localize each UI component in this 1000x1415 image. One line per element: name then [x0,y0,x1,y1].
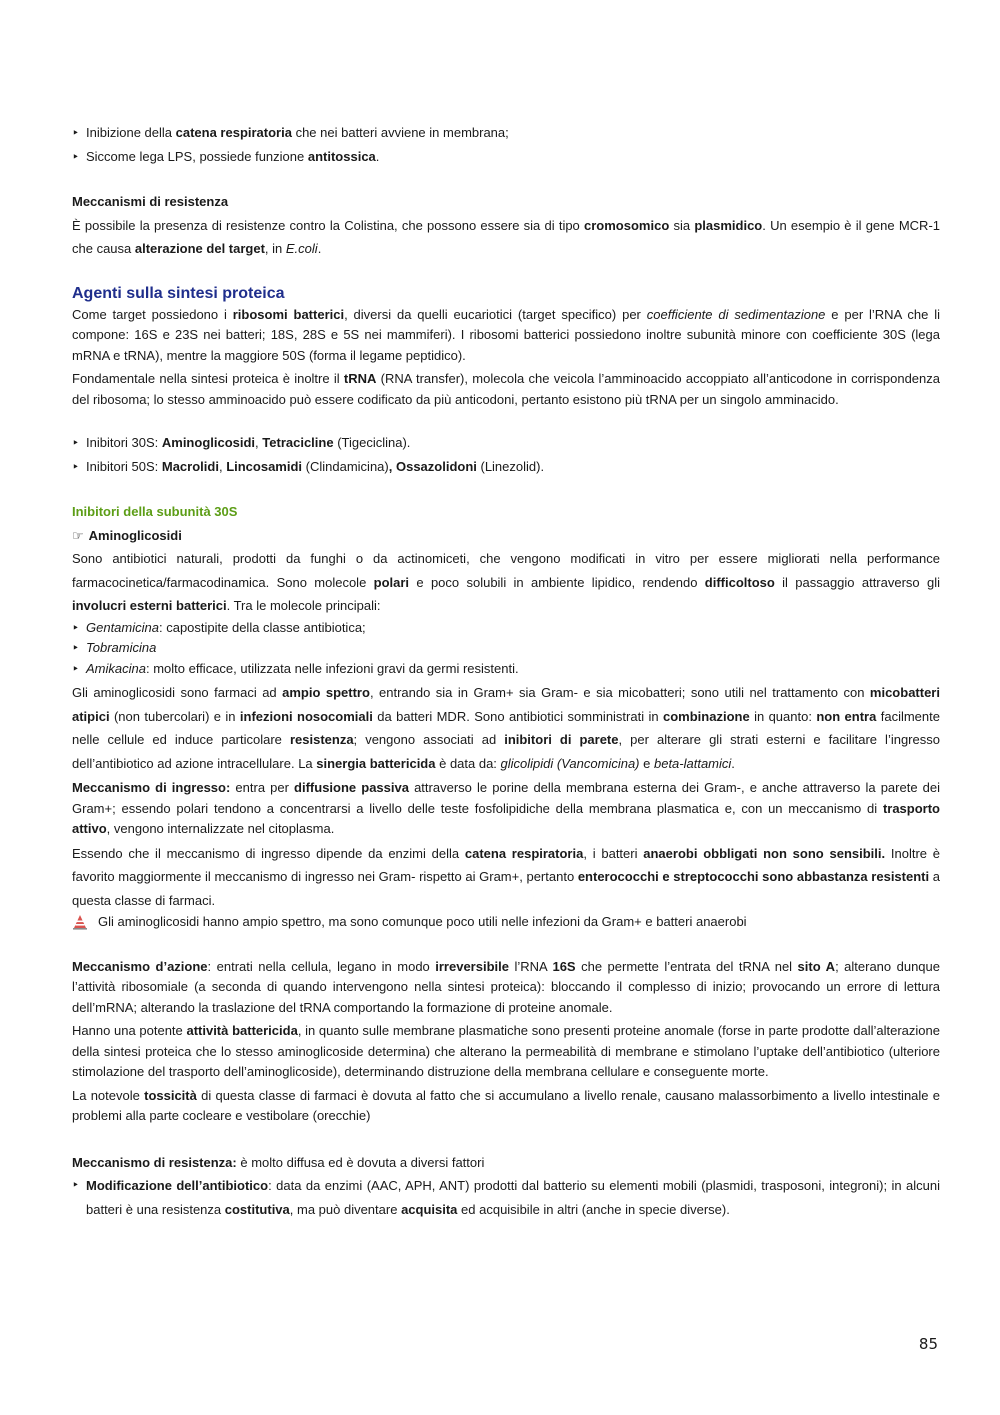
document-page [72,121,940,1221]
list-item: ‣ Modificazione dell’antibiotico: data da enzimi (AAC, APH, ANT) prodotti dal batterio su elementi mobili (plasmidi, trasposoni, integroni); in alcuni batteri è una resistenza costitutiva, ma può diventare acquisita ed acquisibile in altri (anche in specie diverse). [72,1174,940,1221]
subsection-title-30s: Inibitori della subunità 30S [72,504,238,519]
section-heading-resistenza: Meccanismi di resistenza [72,194,229,209]
list-item: ‣ Siccome lega LPS, possiede funzione antitossica. [72,145,940,169]
resistance-list [72,1174,940,1221]
paragraph-trna: Fondamentale nella sintesi proteica è inoltre il tRNA (RNA transfer), molecola che veicola l’amminoacido accoppiato all’anticodone in corrispondenza del ribosoma; lo stesso amminoacido può essere codificato da più anticodoni, pertanto esistono più tRNA per un singolo amminacido. [72,371,940,407]
pointing-hand-icon: ☞ [72,527,84,543]
paragraph-tossicita: La notevole tossicità di questa classe di farmaci è dovuta al fatto che si accumulano a livello renale, causano malassorbimento a livello intestinale e problemi alla parte cocleare e vestibolare (orecchie) [72,1087,940,1123]
intro-bullet-list [72,121,940,169]
subsection-title-aminoglicosidi: ☞ Aminoglicosidi [72,527,182,543]
list-item: ‣ Tobramicina [72,638,940,659]
warning-text: Gli aminoglicosidi hanno ampio spettro, ma sono comunque poco utili nelle infezioni da Gram+ e batteri anaerobi [98,914,747,929]
paragraph-meccanismo-azione: Meccanismo d’azione: entrati nella cellula, legano in modo irreversibile l’RNA 16S che permette l’entrata del tRNA nel sito A; alterano dunque l’attività ribosomiale (a seconda di quando intervengono nella sintesi proteica): bloccando il complesso di inizio; provocando un errore di lettura dell’mRNA; alterando la traslazione del tRNA comportando la formazione di proteine anomale. [72,958,940,1015]
section-title-sintesi-proteica: Agenti sulla sintesi proteica [72,284,285,302]
page-number: 85 [918,1335,938,1353]
list-item: ‣ Gentamicina: capostipite della classe antibiotica; [72,618,940,639]
paragraph-meccanismo-ingresso: Meccanismo di ingresso: entra per diffusione passiva attraverso le porine della membrana esterna dei Gram-, e anche attraverso la parete dei Gram+; essendo polari tendono a concentrarsi a livello delle teste fosfolipidiche della membrana plasmatica e, con un meccanismo di trasporto attivo, vengono internalizzate nel citoplasma. [72,780,941,836]
paragraph-meccanismo-resistenza: Meccanismo di resistenza: è molto diffusa ed è dovuta a diversi fattori [72,1154,485,1170]
paragraph-ribosomi: Come target possiedono i ribosomi batterici, diversi da quelli eucariotici (target specifico) per coefficiente di sedimentazione e per l’RNA che li compone: 16S e 23S nei batteri; 18S, 28S e 5S nei mammiferi). I ribosomi batterici possiedono inoltre subunità minore con coefficiente 30S (lega mRNA e tRNA), mentre la maggiore 50S (forma il legame peptidico). [72,306,940,363]
paragraph-ampio-spettro: Gli aminoglicosidi sono farmaci ad ampio spettro, entrando sia in Gram+ sia Gram- e sia micobatteri; sono utili nel trattamento con micobatteri atipici (non tubercolari) e in infezioni nosocomiali da batteri MDR. Sono antibiotici somministrati in combinazione in quanto: non entra facilmente nelle cellule ed induce particolare resistenza; vengono associati ad inibitori di parete, per alterare gli strati esterni e facilitare l’ingresso dell’antibiotico ad azione intracellulare. La sinergia battericida è data da: glicolipidi (Vancomicina) e beta-lattamici. [72,685,940,771]
list-item: ‣ Amikacina: molto efficace, utilizzata nelle infezioni gravi da germi resistenti. [72,659,940,680]
paragraph-anaerobi: Essendo che il meccanismo di ingresso dipende da enzimi della catena respiratoria, i batteri anaerobi obbligati non sono sensibili. Inoltre è favorito maggiormente il meccanismo di ingresso nei Gram- rispetto ai Gram+, pertanto enterococchi e streptococchi sono abbastanza resistenti a questa classe di farmaci. [72,845,940,908]
inhibitors-list [72,431,940,479]
warning-cone-icon [72,914,88,930]
molecules-list [72,618,940,680]
list-item: ‣ Inibitori 30S: Aminoglicosidi, Tetracicline (Tigeciclina). [72,431,940,455]
paragraph-resistenza-colistina: È possibile la presenza di resistenze contro la Colistina, che possono essere sia di tipo cromosomico sia plasmidico. Un esempio è il gene MCR-1 che causa alterazione del target, in E.coli. [72,217,941,256]
paragraph-attivita-battericida: Hanno una potente attività battericida, in quanto sulle membrane plasmatiche sono presenti proteine anomale (forse in parte prodotte dall’alterazione della sintesi proteica che lo stesso aminoglicoside determina) che alterano la permeabilità di membrane e stimolano l’uptake dell’antibiotico (ulteriore stimolazione del trasporto dell’aminoglicoside), determinando distruzione della membrana cellulare e conseguente morte. [72,1023,940,1079]
list-item: ‣ Inibitori 50S: Macrolidi, Lincosamidi (Clindamicina), Ossazolidoni (Linezolid). [72,455,940,479]
paragraph-aminoglicosidi-intro: Sono antibiotici naturali, prodotti da funghi o da actinomiceti, che vengono modificati in vitro per essere migliorati nella performance farmacocinetica/farmacodinamica. Sono molecole polari e poco solubili in ambiente lipidico, rendendo difficoltoso il passaggio attraverso gli involucri esterni batterici. Tra le molecole principali: [72,551,940,613]
list-item: ‣ Inibizione della catena respiratoria che nei batteri avviene in membrana; [72,121,940,145]
warning-note [72,912,940,933]
